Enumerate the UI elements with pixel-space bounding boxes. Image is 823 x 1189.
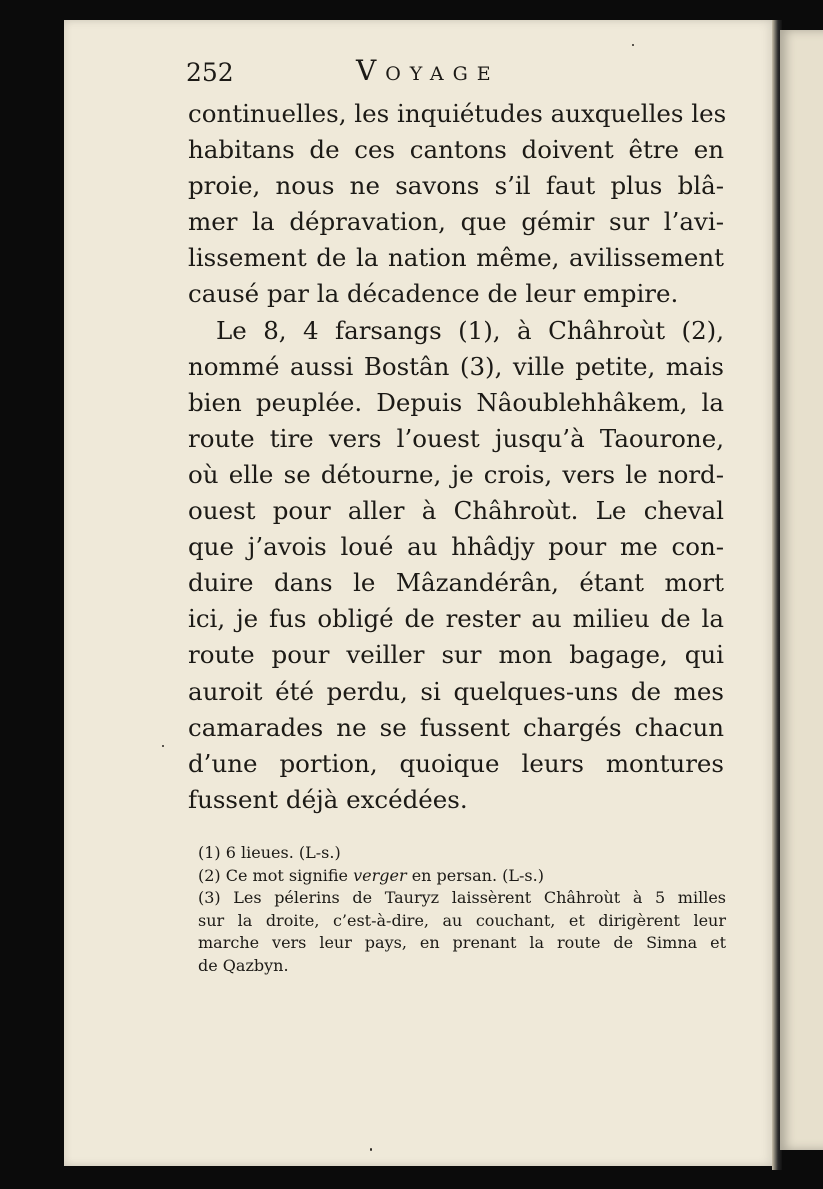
footnote-3-line: sur la droite, c’est-à-dire, au couchant, et dirigèrent leur [198, 910, 726, 930]
text-line: d’une portion, quoique leurs montures [188, 748, 724, 778]
text-line: route pour veiller sur mon bagage, qui [188, 640, 724, 670]
paper-speck [162, 745, 164, 747]
text-line: continuelles, les inquiétudes auxquelles les [188, 99, 727, 128]
text-line: bien peuplée. Depuis Nâoublehhâkem, la [188, 387, 724, 417]
text-line: proie, nous ne savons s’il faut plus blâ- [188, 171, 724, 201]
text-line: lissement de la nation même, avilissement [188, 243, 724, 273]
text-line: où elle se détourne, je crois, vers le nord- [188, 459, 724, 489]
paper-speck [370, 1148, 372, 1151]
text-line: ouest pour aller à Châhroùt. Le cheval [188, 496, 724, 526]
page-header [124, 52, 724, 92]
text-line: nommé aussi Bostân (3), ville petite, mais [188, 351, 724, 381]
body-text [188, 96, 727, 818]
text-line: que j’avois loué au hhâdjy pour me con- [188, 532, 724, 562]
footnote-2-italic-word: verger [353, 865, 407, 885]
text-line: ici, je fus obligé de rester au milieu de la [188, 604, 724, 634]
text-line: route tire vers l’ouest jusqu’à Taourone, [188, 423, 724, 453]
running-title-rest: OYAGE [385, 63, 500, 85]
footnote-2-text-before: (2) Ce mot signifie [198, 865, 354, 885]
text-line: fussent déjà excédées. [188, 784, 468, 814]
footnote-1: (1) 6 lieues. (L-s.) [198, 843, 341, 862]
footnote-3-line: de Qazbyn. [198, 955, 289, 975]
footnotes [198, 842, 726, 977]
text-line: causé par la décadence de leur empire. [188, 279, 679, 309]
footnote-3-line: marche vers leur pays, en prenant la route de Simna et [198, 933, 726, 952]
running-title [356, 54, 500, 87]
paper-speck [632, 44, 634, 46]
text-line: mer la dépravation, que gémir sur l’avi- [188, 207, 724, 237]
footnote-2-text-after: en persan. (L-s.) [406, 865, 544, 885]
page-number: 252 [186, 58, 234, 87]
text-line: auroit été perdu, si quelques-uns de mes [188, 676, 724, 706]
footnote-3-line: (3) Les pélerins de Tauryz laissèrent Châhroùt à 5 milles [198, 888, 726, 907]
text-line: habitans de ces cantons doivent être en [188, 135, 724, 165]
text-line: Le 8, 4 farsangs (1), à Châhroùt (2), [216, 315, 724, 345]
facing-page-edge [780, 30, 823, 1150]
text-line: duire dans le Mâzandérân, étant mort [188, 568, 724, 598]
text-line: camarades ne se fussent chargés chacun [188, 712, 724, 742]
running-title-initial: V [356, 54, 386, 87]
footnote-2 [198, 865, 726, 888]
